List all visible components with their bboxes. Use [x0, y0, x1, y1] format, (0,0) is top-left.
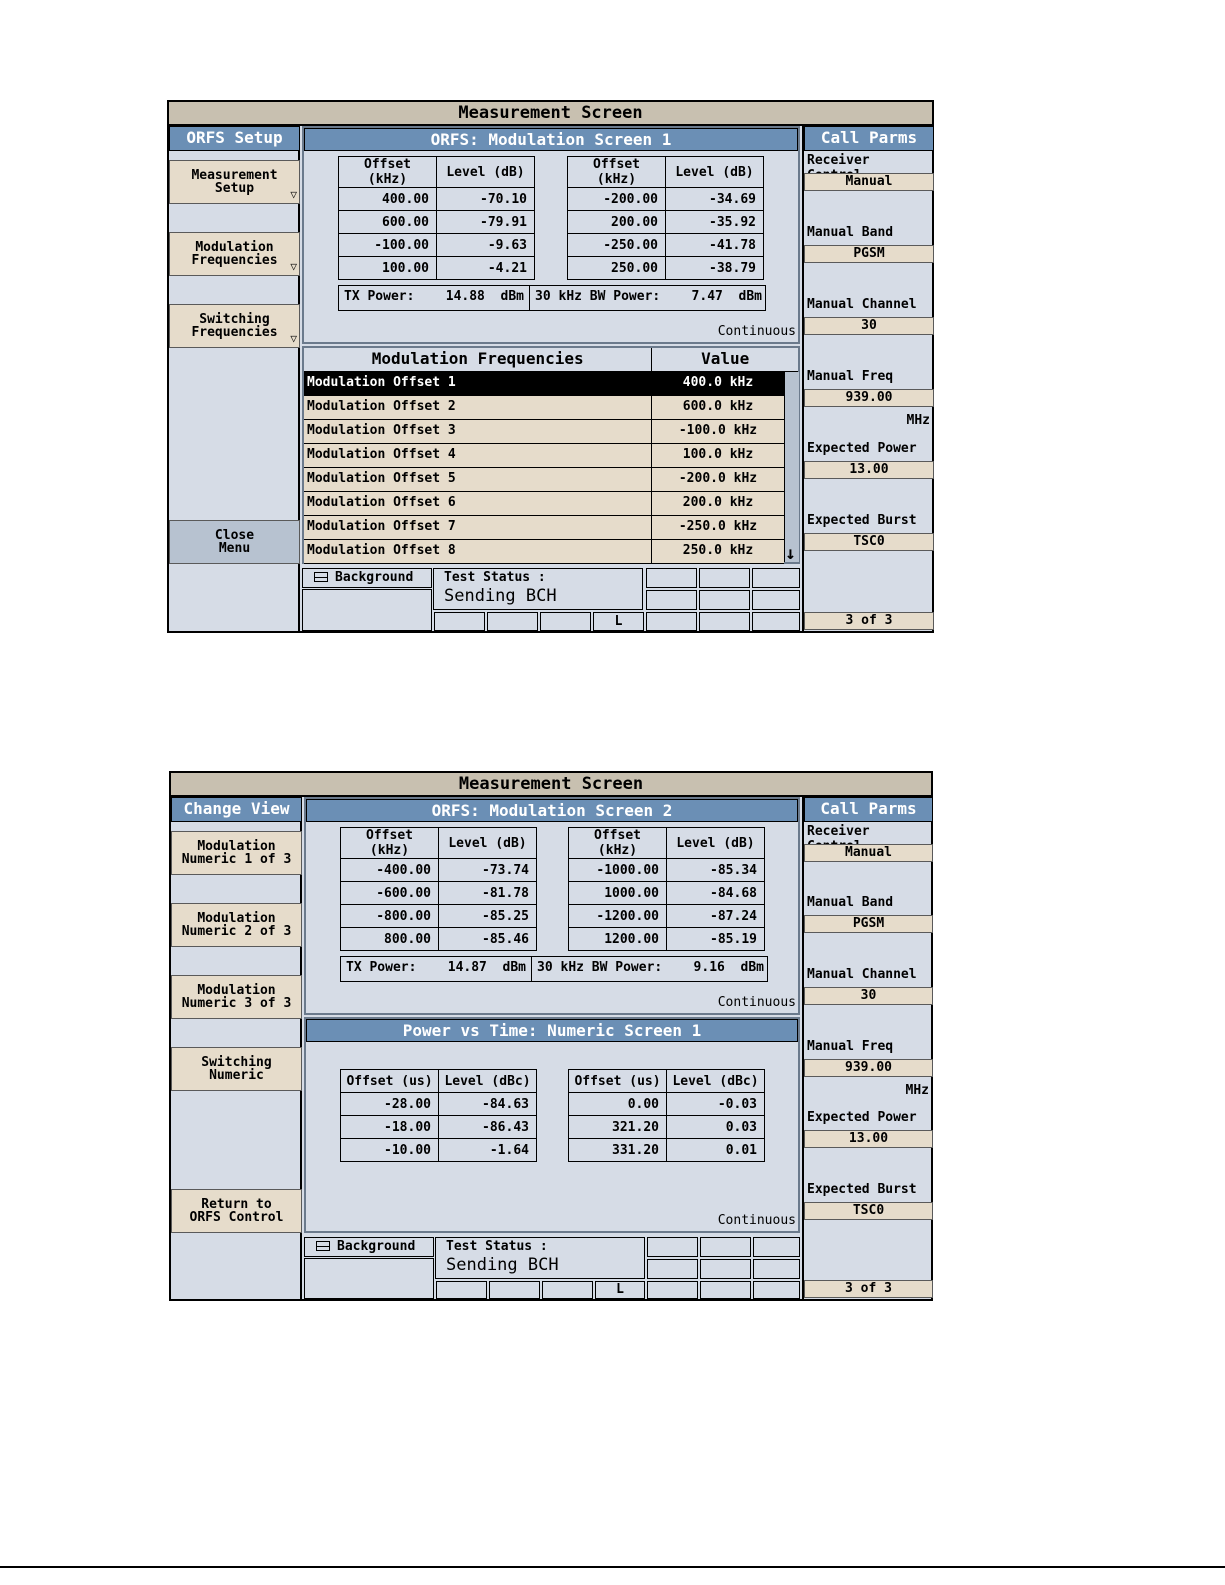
status-blank	[304, 1258, 434, 1299]
list-item[interactable]	[304, 420, 784, 444]
item-name: Modulation Offset 8	[304, 540, 652, 563]
switching-numeric-key[interactable]	[171, 1047, 302, 1091]
column-header: Level (dB)	[666, 157, 764, 188]
key-line2: Numeric 1 of 3	[181, 852, 292, 867]
list-header-value: Value	[701, 349, 750, 368]
expected-burst-label: Expected Burst	[807, 1182, 917, 1197]
table-row	[569, 928, 765, 951]
scroll-down-arrow-icon[interactable]: ↓	[785, 543, 796, 564]
offset-cell: 321.20	[569, 1116, 667, 1139]
submenu-triangle-icon: ▽	[290, 260, 297, 273]
left-menu	[171, 797, 302, 1299]
status-indicator	[647, 1237, 698, 1257]
table-row	[568, 234, 764, 257]
column-header: Level (dBc)	[667, 1070, 765, 1093]
list-item[interactable]	[304, 468, 784, 492]
level-cell: -87.24	[667, 905, 765, 928]
menu-header: ORFS Setup	[169, 126, 300, 151]
item-value: -200.0 kHz	[678, 471, 758, 486]
table-row	[569, 1139, 765, 1162]
modulation-frequencies-key[interactable]	[169, 232, 300, 276]
key-line2: Frequencies	[191, 253, 278, 268]
offset-cell: -800.00	[341, 905, 439, 928]
key-line1: Modulation	[197, 983, 276, 998]
key-line2: Menu	[218, 541, 251, 556]
manual-band-label: Manual Band	[807, 895, 894, 910]
key-line2: Numeric 3 of 3	[181, 996, 292, 1011]
measurement-setup-key[interactable]	[169, 160, 300, 204]
offset-cell: 600.00	[339, 211, 437, 234]
offset-cell: -400.00	[341, 859, 439, 882]
table-row	[341, 859, 537, 882]
status-indicator	[542, 1281, 593, 1299]
item-value: 100.0 kHz	[682, 447, 754, 462]
level-cell: -84.63	[439, 1093, 537, 1116]
test-status-label: Test Status :	[444, 570, 546, 585]
item-value: -250.0 kHz	[678, 519, 758, 534]
table-row	[341, 1139, 537, 1162]
status-blank	[302, 589, 432, 631]
level-cell: -81.78	[439, 882, 537, 905]
page-indicator[interactable]: 3 of 3	[804, 612, 934, 630]
background-label: Background	[335, 570, 414, 585]
status-indicator	[752, 590, 800, 610]
receiver-control-label: Receiver	[807, 153, 870, 168]
item-name: Modulation Offset 7	[304, 516, 652, 539]
item-name: Modulation Offset 1	[304, 372, 652, 395]
panel-header: ORFS: Modulation Screen 1	[304, 128, 798, 151]
table-row	[569, 1093, 765, 1116]
key-line2: Numeric 2 of 3	[181, 924, 292, 939]
power-readout	[338, 285, 766, 311]
measurement-screen-1	[167, 100, 934, 633]
status-indicator	[753, 1281, 800, 1299]
switching-frequencies-key[interactable]	[169, 304, 300, 348]
level-cell: -9.63	[437, 234, 535, 257]
left-menu	[169, 126, 300, 631]
column-header: Offset (us)	[569, 1070, 667, 1093]
status-indicator	[434, 612, 485, 631]
key-line1: Modulation	[195, 240, 274, 255]
table-row	[339, 234, 535, 257]
panel-header: Power vs Time: Numeric Screen 1	[306, 1019, 798, 1042]
table-row	[341, 905, 537, 928]
page-indicator[interactable]: 3 of 3	[804, 1280, 933, 1298]
test-status-value: Sending BCH	[444, 586, 557, 606]
receiver-control-label: Receiver	[807, 824, 870, 839]
call-parms-menu	[802, 797, 931, 1299]
test-status-label: Test Status :	[446, 1239, 548, 1254]
background-button[interactable]	[304, 1237, 434, 1257]
status-indicator	[646, 612, 697, 631]
table-row	[341, 882, 537, 905]
pvt-table-right	[568, 1069, 765, 1162]
table-row	[569, 859, 765, 882]
orfs-modulation-panel	[304, 797, 800, 1015]
manual-channel-value[interactable]: 30	[804, 987, 933, 1005]
column-header: Offset (kHz)	[568, 157, 666, 188]
level-cell: -79.91	[437, 211, 535, 234]
list-item[interactable]	[304, 444, 784, 468]
background-icon	[316, 1241, 330, 1251]
pvt-table-left	[340, 1069, 537, 1162]
key-line1: Close	[214, 528, 255, 543]
manual-freq-value[interactable]: 939.00	[804, 389, 934, 407]
offset-cell: 400.00	[339, 188, 437, 211]
status-indicator	[752, 568, 800, 588]
submenu-triangle-icon: ▽	[290, 332, 297, 345]
offset-cell: -1000.00	[569, 859, 667, 882]
list-header	[304, 348, 798, 372]
status-indicator	[489, 1281, 540, 1299]
key-line2: Frequencies	[191, 325, 278, 340]
column-header: Level (dB)	[439, 828, 537, 859]
call-parms-header: Call Parms	[804, 797, 933, 822]
list-item[interactable]	[304, 492, 784, 516]
manual-freq-label: Manual Freq	[807, 1039, 894, 1054]
submenu-triangle-icon: ▽	[290, 188, 297, 201]
status-area	[302, 568, 800, 631]
status-indicator	[647, 1281, 698, 1299]
column-header: Offset (kHz)	[341, 828, 439, 859]
orfs-modulation-panel	[302, 126, 800, 344]
item-value: 400.0 kHz	[682, 375, 754, 390]
status-area	[304, 1237, 800, 1299]
expected-burst-label: Expected Burst	[807, 513, 917, 528]
modulation-frequencies-list	[302, 346, 800, 564]
panel-header: ORFS: Modulation Screen 2	[306, 799, 798, 822]
level-cell: -38.79	[666, 257, 764, 280]
status-indicator	[700, 1259, 751, 1279]
manual-freq-unit: MHz	[906, 413, 930, 428]
table-row	[569, 905, 765, 928]
power-readout	[340, 956, 768, 982]
offset-cell: -18.00	[341, 1116, 439, 1139]
offset-cell: 100.00	[339, 257, 437, 280]
table-row	[569, 1116, 765, 1139]
status-indicator	[487, 612, 538, 631]
close-menu-key[interactable]	[169, 520, 300, 564]
item-value: 250.0 kHz	[682, 543, 754, 558]
offset-level-table-left	[340, 827, 537, 951]
level-cell: -85.34	[667, 859, 765, 882]
screen-title: Measurement Screen	[171, 773, 931, 797]
continuous-indicator: Continuous	[717, 995, 796, 1010]
column-header: Offset (us)	[341, 1070, 439, 1093]
item-name: Modulation Offset 4	[304, 444, 652, 467]
table-row	[568, 257, 764, 280]
table-row	[339, 211, 535, 234]
offset-cell: -600.00	[341, 882, 439, 905]
column-header: Level (dBc)	[439, 1070, 537, 1093]
level-cell: 0.01	[667, 1139, 765, 1162]
offset-cell: 331.20	[569, 1139, 667, 1162]
continuous-indicator: Continuous	[717, 1213, 796, 1228]
list-item[interactable]	[304, 516, 784, 540]
measurement-screen-2	[169, 771, 933, 1301]
manual-channel-value[interactable]: 30	[804, 317, 934, 335]
return-to-orfs-control-key[interactable]	[171, 1189, 302, 1233]
level-cell: -70.10	[437, 188, 535, 211]
level-cell: -85.25	[439, 905, 537, 928]
level-cell: 0.03	[667, 1116, 765, 1139]
level-cell: -41.78	[666, 234, 764, 257]
bw-power: 30 kHz BW Power: 7.47 dBm	[529, 286, 767, 310]
offset-cell: 1200.00	[569, 928, 667, 951]
level-cell: -0.03	[667, 1093, 765, 1116]
table-row	[569, 882, 765, 905]
level-cell: -35.92	[666, 211, 764, 234]
manual-band-value[interactable]: PGSM	[804, 245, 934, 263]
key-line1: Modulation	[197, 911, 276, 926]
local-indicator: L	[595, 1281, 645, 1299]
level-cell: -84.68	[667, 882, 765, 905]
menu-header: Change View	[171, 797, 302, 822]
bw-power: 30 kHz BW Power: 9.16 dBm	[531, 957, 769, 981]
offset-cell: 0.00	[569, 1093, 667, 1116]
manual-channel-label: Manual Channel	[807, 967, 917, 982]
list-item[interactable]	[304, 396, 784, 420]
offset-level-table-right	[567, 156, 764, 280]
background-label: Background	[337, 1239, 416, 1254]
item-name: Modulation Offset 3	[304, 420, 652, 443]
offset-cell: -10.00	[341, 1139, 439, 1162]
call-parms-header: Call Parms	[804, 126, 934, 151]
level-cell: -86.43	[439, 1116, 537, 1139]
level-cell: -4.21	[437, 257, 535, 280]
modulation-numeric-1-key[interactable]	[171, 831, 302, 875]
list-header-name: Modulation Frequencies	[304, 348, 652, 371]
offset-cell: 800.00	[341, 928, 439, 951]
level-cell: -85.46	[439, 928, 537, 951]
status-indicator	[700, 1281, 751, 1299]
expected-power-label: Expected Power	[807, 1110, 917, 1125]
status-indicator	[540, 612, 591, 631]
list-scrollbar[interactable]	[784, 372, 799, 562]
tx-power: TX Power: 14.88 dBm	[344, 289, 525, 304]
column-header: Level (dB)	[667, 828, 765, 859]
status-indicator	[436, 1281, 487, 1299]
list-item[interactable]	[304, 372, 784, 396]
level-cell: -1.64	[439, 1139, 537, 1162]
manual-freq-value[interactable]: 939.00	[804, 1059, 933, 1077]
expected-power-value[interactable]: 13.00	[804, 461, 934, 479]
expected-power-value[interactable]: 13.00	[804, 1130, 933, 1148]
key-line1: Switching	[201, 1055, 272, 1070]
offset-cell: 200.00	[568, 211, 666, 234]
status-indicator	[700, 1237, 751, 1257]
table-row	[568, 188, 764, 211]
column-header: Level (dB)	[437, 157, 535, 188]
test-status-value: Sending BCH	[446, 1255, 559, 1275]
modulation-numeric-3-key[interactable]	[171, 975, 302, 1019]
receiver-control-value[interactable]: Manual	[804, 844, 933, 862]
manual-freq-label: Manual Freq	[807, 369, 894, 384]
level-cell: -73.74	[439, 859, 537, 882]
modulation-numeric-2-key[interactable]	[171, 903, 302, 947]
status-indicator	[647, 1259, 698, 1279]
status-indicator	[646, 568, 697, 588]
test-status-box	[433, 568, 643, 610]
tx-power: TX Power: 14.87 dBm	[346, 960, 527, 975]
offset-cell: -200.00	[568, 188, 666, 211]
offset-cell: -100.00	[339, 234, 437, 257]
item-name: Modulation Offset 5	[304, 468, 652, 491]
status-indicator	[752, 612, 800, 631]
table-row	[339, 257, 535, 280]
status-indicator	[699, 568, 750, 588]
table-row	[568, 211, 764, 234]
status-indicator	[753, 1237, 800, 1257]
item-value: 600.0 kHz	[682, 399, 754, 414]
continuous-indicator: Continuous	[717, 324, 796, 339]
item-value: -100.0 kHz	[678, 423, 758, 438]
expected-burst-value[interactable]: TSC0	[804, 533, 934, 551]
expected-burst-value[interactable]: TSC0	[804, 1202, 933, 1220]
item-value: 200.0 kHz	[682, 495, 754, 510]
offset-cell: -1200.00	[569, 905, 667, 928]
manual-band-label: Manual Band	[807, 225, 894, 240]
offset-level-table-left	[338, 156, 535, 280]
key-line1: Switching	[199, 312, 270, 327]
expected-power-label: Expected Power	[807, 441, 917, 456]
table-row	[341, 1116, 537, 1139]
status-indicator	[699, 612, 750, 631]
table-row	[339, 188, 535, 211]
offset-cell: -250.00	[568, 234, 666, 257]
call-parms-menu	[802, 126, 932, 631]
level-cell: -34.69	[666, 188, 764, 211]
manual-channel-label: Manual Channel	[807, 297, 917, 312]
key-line1: Modulation	[197, 839, 276, 854]
offset-cell: -28.00	[341, 1093, 439, 1116]
local-indicator: L	[593, 612, 644, 631]
receiver-control-value[interactable]: Manual	[804, 173, 934, 191]
status-indicator	[753, 1259, 800, 1279]
manual-band-value[interactable]: PGSM	[804, 915, 933, 933]
page-bottom-rule	[0, 1566, 1225, 1568]
offset-level-table-right	[568, 827, 765, 951]
key-line2: Numeric	[209, 1068, 264, 1083]
manual-freq-unit: MHz	[905, 1083, 929, 1098]
key-line1: Measurement	[191, 168, 278, 183]
key-line2: Setup	[214, 181, 255, 196]
screen-title: Measurement Screen	[169, 102, 932, 126]
background-icon	[314, 572, 328, 582]
level-cell: -85.19	[667, 928, 765, 951]
item-name: Modulation Offset 2	[304, 396, 652, 419]
status-indicator	[699, 590, 750, 610]
offset-cell: 250.00	[568, 257, 666, 280]
column-header: Offset (kHz)	[569, 828, 667, 859]
status-indicator	[646, 590, 697, 610]
test-status-box	[435, 1237, 645, 1279]
table-row	[341, 1093, 537, 1116]
list-item[interactable]	[304, 540, 784, 564]
background-button[interactable]	[302, 568, 432, 588]
column-header: Offset (kHz)	[339, 157, 437, 188]
offset-cell: 1000.00	[569, 882, 667, 905]
key-line1: Return to	[201, 1197, 272, 1212]
item-name: Modulation Offset 6	[304, 492, 652, 515]
key-line2: ORFS Control	[189, 1210, 284, 1225]
table-row	[341, 928, 537, 951]
power-vs-time-panel	[304, 1017, 800, 1233]
